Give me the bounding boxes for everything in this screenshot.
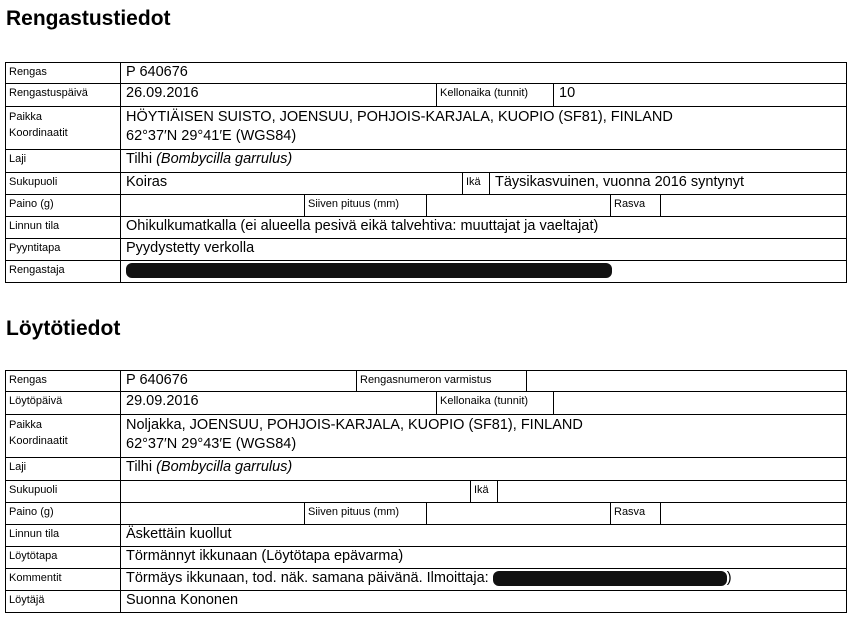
recovery-weight-label: Paino (g) bbox=[9, 506, 54, 518]
recovery-age-label: Ikä bbox=[470, 481, 497, 502]
recovery-place-label: Paikka bbox=[9, 419, 43, 431]
banding-ring-row bbox=[6, 63, 846, 83]
banding-time-value: 10 bbox=[553, 84, 846, 106]
recovery-status-value: Äskettäin kuollut bbox=[120, 525, 846, 546]
recovery-age-value bbox=[497, 481, 846, 502]
recovery-comments-label: Kommentit bbox=[9, 572, 62, 584]
banding-age-value: Täysikasvuinen, vuonna 2016 syntynyt bbox=[489, 173, 846, 194]
recovery-species-value bbox=[120, 458, 846, 480]
recovery-ring-label: Rengas bbox=[9, 374, 47, 386]
recovery-comments-row bbox=[6, 568, 846, 590]
recovery-status-label: Linnun tila bbox=[9, 528, 60, 540]
recovery-method-row bbox=[6, 546, 846, 568]
banding-wing-label: Siiven pituus (mm) bbox=[304, 195, 426, 216]
banding-fat-value bbox=[660, 195, 846, 216]
recovery-time-label: Kellonaika (tunnit) bbox=[436, 392, 553, 414]
banding-ring-label: Rengas bbox=[9, 66, 47, 78]
banding-fat-label: Rasva bbox=[610, 195, 660, 216]
recovery-species-label: Laji bbox=[9, 461, 27, 473]
recovery-place-values bbox=[120, 415, 846, 457]
recovery-ring-verify-label: Rengasnumeron varmistus bbox=[356, 371, 526, 391]
banding-coords-label: Koordinaatit bbox=[9, 127, 68, 139]
banding-place-value: HÖYTIÄISEN SUISTO, JOENSUU, POHJOIS-KARJALA, KUOPIO (SF81), FINLAND bbox=[126, 109, 673, 125]
recovery-date-value: 29.09.2016 bbox=[120, 392, 436, 414]
banding-section-title: Rengastustiedot bbox=[6, 7, 171, 30]
banding-weight-label: Paino (g) bbox=[9, 198, 54, 210]
recovery-status-row bbox=[6, 524, 846, 546]
banding-ring-value: P 640676 bbox=[120, 63, 846, 83]
recovery-method-label: Löytötapa bbox=[9, 550, 58, 562]
banding-date-value: 26.09.2016 bbox=[120, 84, 436, 106]
banding-method-row bbox=[6, 238, 846, 260]
recovery-species-row bbox=[6, 457, 846, 480]
banding-ringer-value bbox=[120, 261, 846, 282]
recovery-weight-value bbox=[120, 503, 304, 524]
recovery-date-label: Löytöpäivä bbox=[9, 395, 63, 407]
banding-status-value: Ohikulkumatkalla (ei alueella pesivä eikä talvehtiva: muuttajat ja vaeltajat) bbox=[120, 217, 846, 238]
banding-weight-row bbox=[6, 194, 846, 216]
banding-place-row bbox=[6, 106, 846, 149]
banding-species-latin: (Bombycilla garrulus) bbox=[156, 151, 293, 167]
banding-method-label: Pyyntitapa bbox=[9, 242, 61, 254]
recovery-comments-value bbox=[120, 569, 846, 590]
banding-place-labels bbox=[6, 107, 120, 149]
recovery-ring-value: P 640676 bbox=[120, 371, 356, 391]
recovery-sex-row bbox=[6, 480, 846, 502]
banding-species-label: Laji bbox=[9, 153, 27, 165]
recovery-fat-label: Rasva bbox=[610, 503, 660, 524]
recovery-weight-row bbox=[6, 502, 846, 524]
recovery-wing-value bbox=[426, 503, 610, 524]
recovery-coords-value: 62°37′N 29°43′E (WGS84) bbox=[126, 436, 297, 452]
recovery-finder-value: Suonna Kononen bbox=[120, 591, 846, 612]
banding-ringer-redaction bbox=[126, 263, 612, 278]
banding-sex-value: Koiras bbox=[120, 173, 462, 194]
banding-place-label: Paikka bbox=[9, 111, 43, 123]
recovery-finder-row bbox=[6, 590, 846, 612]
banding-time-label: Kellonaika (tunnit) bbox=[436, 84, 553, 106]
banding-form bbox=[5, 62, 847, 283]
banding-coords-value: 62°37′N 29°41′E (WGS84) bbox=[126, 128, 297, 144]
banding-ringer-row bbox=[6, 260, 846, 282]
banding-status-label: Linnun tila bbox=[9, 220, 60, 232]
recovery-place-value: Noljakka, JOENSUU, POHJOIS-KARJALA, KUOPIO (SF81), FINLAND bbox=[126, 417, 583, 433]
banding-age-label: Ikä bbox=[462, 173, 489, 194]
banding-species-row bbox=[6, 149, 846, 172]
recovery-place-row bbox=[6, 414, 846, 457]
banding-ringer-label: Rengastaja bbox=[9, 264, 65, 276]
recovery-method-value: Törmännyt ikkunaan (Löytötapa epävarma) bbox=[120, 547, 846, 568]
recovery-species-common: Tilhi bbox=[126, 459, 157, 475]
banding-status-row bbox=[6, 216, 846, 238]
recovery-sex-label: Sukupuoli bbox=[9, 484, 58, 496]
banding-place-values bbox=[120, 107, 846, 149]
banding-method-value: Pyydystetty verkolla bbox=[120, 239, 846, 260]
banding-species-common: Tilhi bbox=[126, 151, 157, 167]
recovery-species-latin: (Bombycilla garrulus) bbox=[156, 459, 293, 475]
banding-wing-value bbox=[426, 195, 610, 216]
banding-sex-label: Sukupuoli bbox=[9, 176, 58, 188]
recovery-date-row bbox=[6, 391, 846, 414]
banding-sex-row bbox=[6, 172, 846, 194]
recovery-sex-value bbox=[120, 481, 470, 502]
recovery-time-value bbox=[553, 392, 846, 414]
banding-weight-value bbox=[120, 195, 304, 216]
recovery-wing-label: Siiven pituus (mm) bbox=[304, 503, 426, 524]
recovery-comments-suffix: ) bbox=[726, 570, 732, 586]
recovery-fat-value bbox=[660, 503, 846, 524]
recovery-comments-text: Törmäys ikkunaan, tod. näk. samana päivänä. Ilmoittaja: bbox=[126, 570, 489, 586]
banding-species-value bbox=[120, 150, 846, 172]
banding-date-row bbox=[6, 83, 846, 106]
recovery-place-labels bbox=[6, 415, 120, 457]
banding-date-label: Rengastuspäivä bbox=[9, 87, 88, 99]
recovery-reporter-redaction bbox=[493, 571, 727, 586]
recovery-coords-label: Koordinaatit bbox=[9, 435, 68, 447]
recovery-ring-verify-value bbox=[526, 371, 846, 391]
recovery-finder-label: Löytäjä bbox=[9, 594, 45, 606]
recovery-form bbox=[5, 370, 847, 613]
recovery-ring-row bbox=[6, 371, 846, 391]
recovery-section-title: Löytötiedot bbox=[6, 317, 121, 340]
